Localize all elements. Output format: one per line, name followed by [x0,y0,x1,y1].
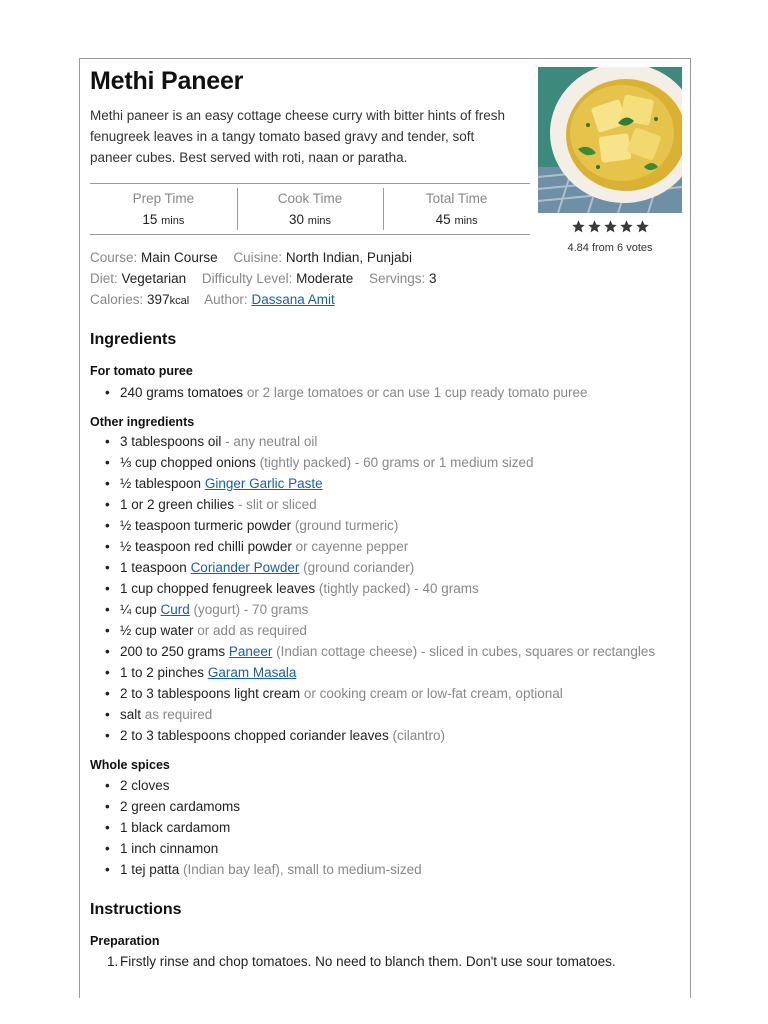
diet-value: Vegetarian [121,271,187,286]
recipe-photo[interactable] [538,67,682,213]
cook-time [237,184,384,234]
instruction-step [90,951,616,972]
ingredient-link[interactable]: Ginger Garlic Paste [204,476,323,491]
recipe-meta [90,247,437,312]
ingredient-link[interactable]: Paneer [228,644,273,659]
step-number: 1. [107,954,119,969]
recipe-title: Methi Paneer [90,67,244,95]
diet-label: Diet: [90,271,118,286]
ingredient-list [90,382,588,403]
ingredient-link[interactable]: Garam Masala [207,665,297,680]
ingredient-item: • 2 green cardamoms [90,796,422,817]
star-icon[interactable] [571,219,586,234]
ingredient-item: • 1 to 2 pinches Garam Masala [90,662,655,683]
course-label: Course: [90,250,138,265]
star-icon[interactable] [619,219,634,234]
ingredient-item: • 240 grams tomatoes or 2 large tomatoes or can use 1 cup ready tomato puree [90,382,588,403]
servings-label: Servings: [368,271,426,286]
ingredient-item: • ⅓ cup chopped onions (tightly packed) - 60 grams or 1 medium sized [90,452,655,473]
ingredients-heading: Ingredients [90,331,177,348]
instruction-list [90,951,616,972]
ingredient-item: • ¼ cup Curd (yogurt) - 70 grams [90,599,655,620]
author-link[interactable]: Dassana Amit [251,292,335,307]
recipe-times [90,183,530,235]
calories-label: Calories: [90,292,144,307]
time-label: Cook Time [277,191,343,206]
course-value: Main Course [141,250,218,265]
time-value: 30 mins [288,212,332,227]
total-time [383,184,530,234]
time-label: Prep Time [132,191,195,206]
recipe-summary: Methi paneer is an easy cottage cheese curry with bitter hints of fresh fenugreek leaves in a tangy tomato based gravy and tender, soft paneer cubes. Best served with roti, naan or paratha. [90,108,505,165]
difficulty-value: Moderate [296,271,354,286]
ingredient-link[interactable]: Coriander Powder [190,560,300,575]
ingredient-item: • ½ tablespoon Ginger Garlic Paste [90,473,655,494]
cuisine-value: North Indian, Punjabi [285,250,412,265]
meta-row [90,289,437,312]
time-value: 45 mins [435,212,478,227]
ingredient-item: • ½ teaspoon turmeric powder (ground turmeric) [90,515,655,536]
ingredient-item: • 1 black cardamom [90,817,422,838]
ingredient-item: • 1 tej patta (Indian bay leaf), small to medium-sized [90,859,422,880]
ingredient-list [90,431,655,746]
cuisine-label: Cuisine: [233,250,283,265]
instruction-group-title: Preparation [90,934,160,948]
ingredient-item: • 1 cup chopped fenugreek leaves (tightly packed) - 40 grams [90,578,655,599]
ingredient-item: • 1 teaspoon Coriander Powder (ground coriander) [90,557,655,578]
ingredient-item: • 1 inch cinnamon [90,838,422,859]
ingredient-item: • 1 or 2 green chilies - slit or sliced [90,494,655,515]
meta-row [90,247,437,268]
star-icon[interactable] [587,219,602,234]
ingredient-item: • 3 tablespoons oil - any neutral oil [90,431,655,452]
servings-value[interactable]: 3 [429,271,437,286]
ingredient-item: • 2 to 3 tablespoons chopped coriander leaves (cilantro) [90,725,655,746]
step-text: Firstly rinse and chop tomatoes. No need to blanch them. Don't use sour tomatoes. [120,954,616,969]
recipe-card [79,58,691,998]
ingredient-item: • ½ cup water or add as required [90,620,655,641]
ingredient-group-title: Whole spices [90,758,170,772]
ingredient-item: • 2 cloves [90,775,422,796]
ingredient-item: • 200 to 250 grams Paneer (Indian cottage cheese) - sliced in cubes, squares or rectangles [90,641,655,662]
star-icon[interactable] [635,219,650,234]
ingredient-link[interactable]: Curd [160,602,190,617]
time-label: Total Time [425,191,488,206]
difficulty-label: Difficulty Level: [201,271,293,286]
star-icon[interactable] [603,219,618,234]
ingredient-item: • salt as required [90,704,655,725]
ingredient-group-title: For tomato puree [90,364,193,378]
ingredient-item: • ½ teaspoon red chilli powder or cayenne pepper [90,536,655,557]
ingredient-group-title: Other ingredients [90,415,195,429]
author-label: Author: [204,292,248,307]
rating-votes: 4.84 from 6 votes [567,242,653,254]
meta-row [90,268,437,289]
instructions-heading: Instructions [90,901,182,918]
rating-stars[interactable] [538,219,682,239]
calories-value: 397kcal [147,292,190,307]
prep-time [90,184,237,234]
time-value: 15 mins [142,212,185,227]
ingredient-list [90,775,422,880]
ingredient-item: • 2 to 3 tablespoons light cream or cooking cream or low-fat cream, optional [90,683,655,704]
paneer-dish-illustration [538,67,682,213]
